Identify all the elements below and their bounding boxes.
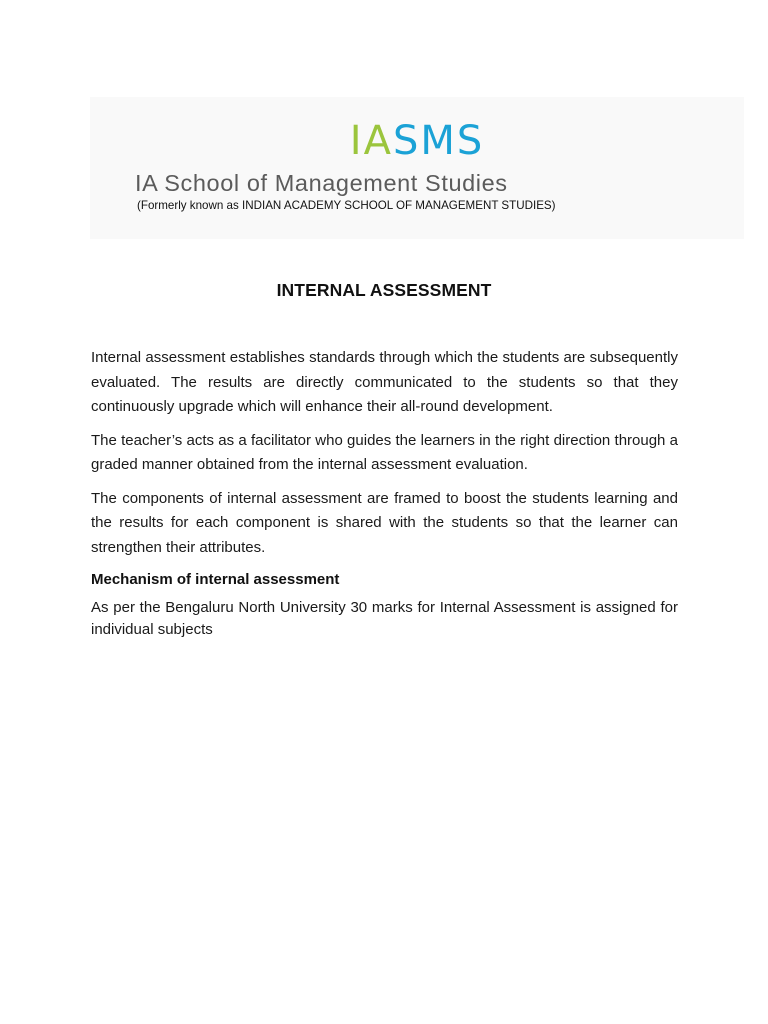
header-banner: [90, 97, 744, 239]
logo-letters-sms: SMS: [392, 118, 485, 164]
mechanism-heading: Mechanism of internal assessment: [91, 571, 340, 588]
iasms-logo: [90, 117, 744, 165]
logo-letter-a: A: [363, 118, 393, 164]
page-title: INTERNAL ASSESSMENT: [276, 280, 492, 300]
formerly-known-as: (Formerly known as INDIAN ACADEMY SCHOOL OF MANAGEMENT STUDIES): [137, 199, 556, 212]
logo-letter-i: I: [349, 118, 364, 164]
paragraph-facilitator: The teacher’s acts as a facilitator who guides the learners in the right direction through a graded manner obtained from the internal assessment evaluation.: [91, 431, 678, 473]
document-body: [91, 346, 678, 641]
paragraph-components: The components of internal assessment are framed to boost the students learning and the results for each component is shared with the students so that the learner can strengthen their attributes.: [91, 489, 678, 556]
paragraph-intro: Internal assessment establishes standards through which the students are subsequently evaluated. The results are directly communicated to the students so that they continuously upgrade which will enhance their all-round development.: [91, 349, 678, 415]
mechanism-paragraph: As per the Bengaluru North University 30 marks for Internal Assessment is assigned for individual subjects: [91, 599, 678, 638]
school-name: IA School of Management Studies: [135, 170, 508, 196]
